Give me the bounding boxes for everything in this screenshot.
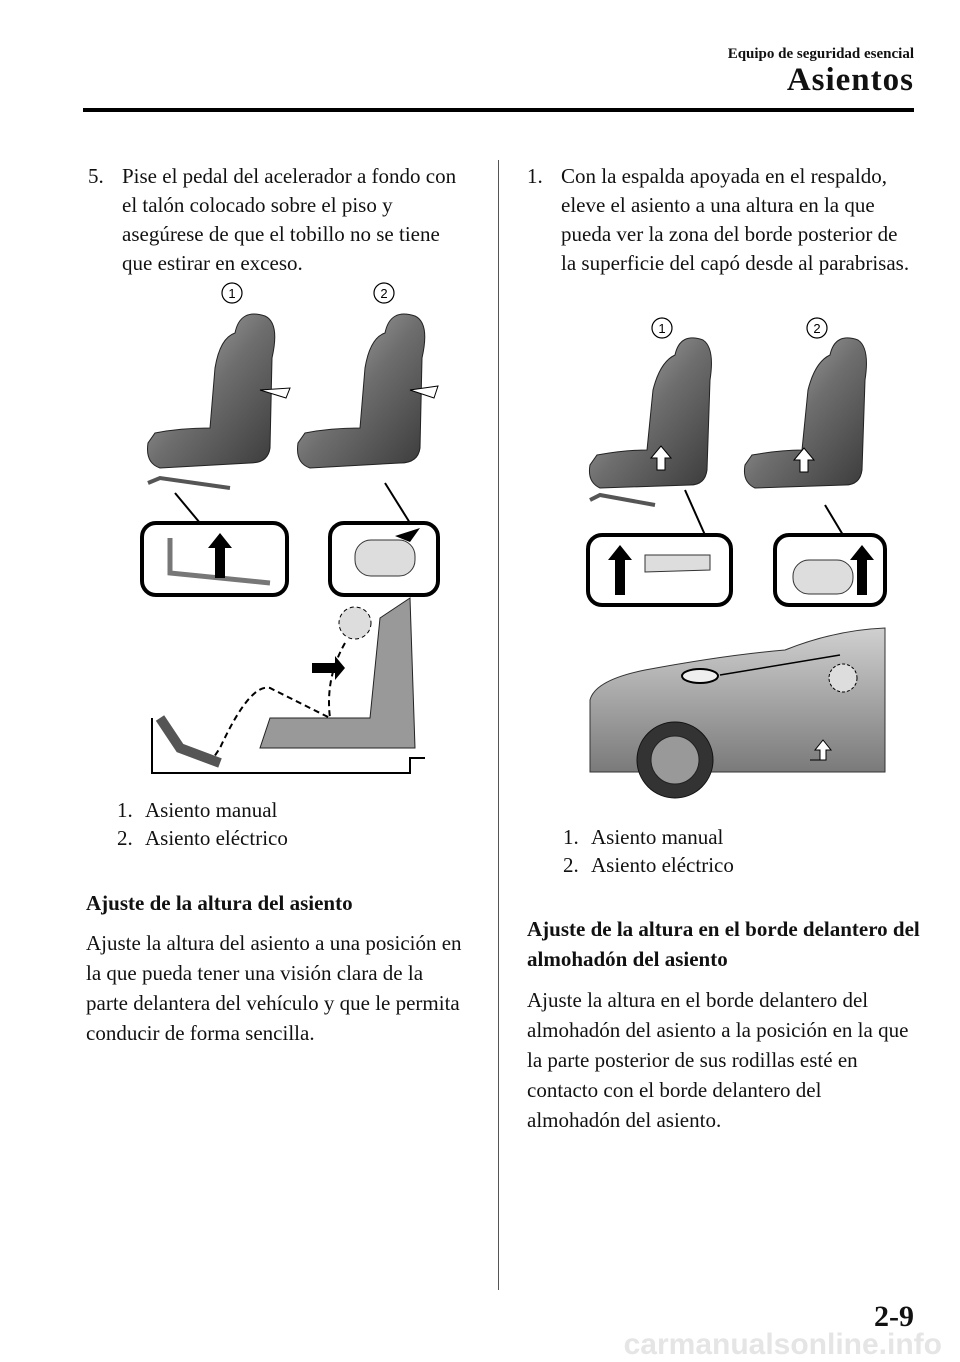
manual-seat xyxy=(148,314,291,488)
driver-posture-illustration xyxy=(152,598,425,773)
step-number: 5. xyxy=(88,164,104,188)
power-seat xyxy=(298,314,439,468)
column-divider xyxy=(498,160,499,1290)
left-legend xyxy=(117,796,288,852)
legend-item: 1. Asiento manual xyxy=(117,798,278,822)
manual-seat xyxy=(589,338,711,505)
step-text: Con la espalda apoyada en el respaldo, eleve el asiento a una altura en la que pueda ver la zona del borde posterior de la superficie del capó desde al parabrisas. xyxy=(561,164,910,275)
power-seat xyxy=(744,338,866,488)
header-rule xyxy=(83,108,914,112)
step-1 xyxy=(527,162,917,278)
left-heading: Ajuste de la altura del asiento xyxy=(86,891,353,915)
legend-item: 2. Asiento eléctrico xyxy=(117,826,288,850)
section-title: Equipo de seguridad esencial xyxy=(727,46,914,62)
right-paragraph: Ajuste la altura en el borde delantero del almohadón del asiento a la posición en la que la parte posterior de sus rodillas esté en contacto con el borde delantero del almohadón del asiento. xyxy=(527,988,909,1132)
page-title: Asientos xyxy=(786,62,914,98)
svg-text:1: 1 xyxy=(228,286,236,301)
seat-position-figure xyxy=(140,278,440,783)
step-text: Pise el pedal del acelerador a fondo con el talón colocado sobre el piso y asegúrese de que el tobillo no se tiene que estirar en exceso. xyxy=(122,164,457,275)
callout-2 xyxy=(374,283,394,303)
step-number: 1. xyxy=(527,164,543,188)
car-side-view xyxy=(590,628,885,798)
right-heading: Ajuste de la altura en el borde delantero del almohadón del asiento xyxy=(527,917,920,971)
page-number: 2-9 xyxy=(874,1300,914,1333)
seat-height-figure xyxy=(585,310,890,805)
legend-item: 1. Asiento manual xyxy=(563,825,724,849)
svg-text:2: 2 xyxy=(380,286,388,301)
callout-1 xyxy=(652,318,672,338)
watermark: carmanualsonline.info xyxy=(623,1328,942,1361)
svg-text:1: 1 xyxy=(658,321,666,336)
left-paragraph: Ajuste la altura del asiento a una posición en la que pueda tener una visión clara de la parte delantera del vehículo y que le permita conducir de forma sencilla. xyxy=(86,931,462,1045)
svg-text:2: 2 xyxy=(813,321,821,336)
legend-item: 2. Asiento eléctrico xyxy=(563,853,734,877)
callout-1 xyxy=(222,283,242,303)
step-5 xyxy=(88,162,468,278)
right-legend xyxy=(563,823,734,879)
callout-2 xyxy=(807,318,827,338)
